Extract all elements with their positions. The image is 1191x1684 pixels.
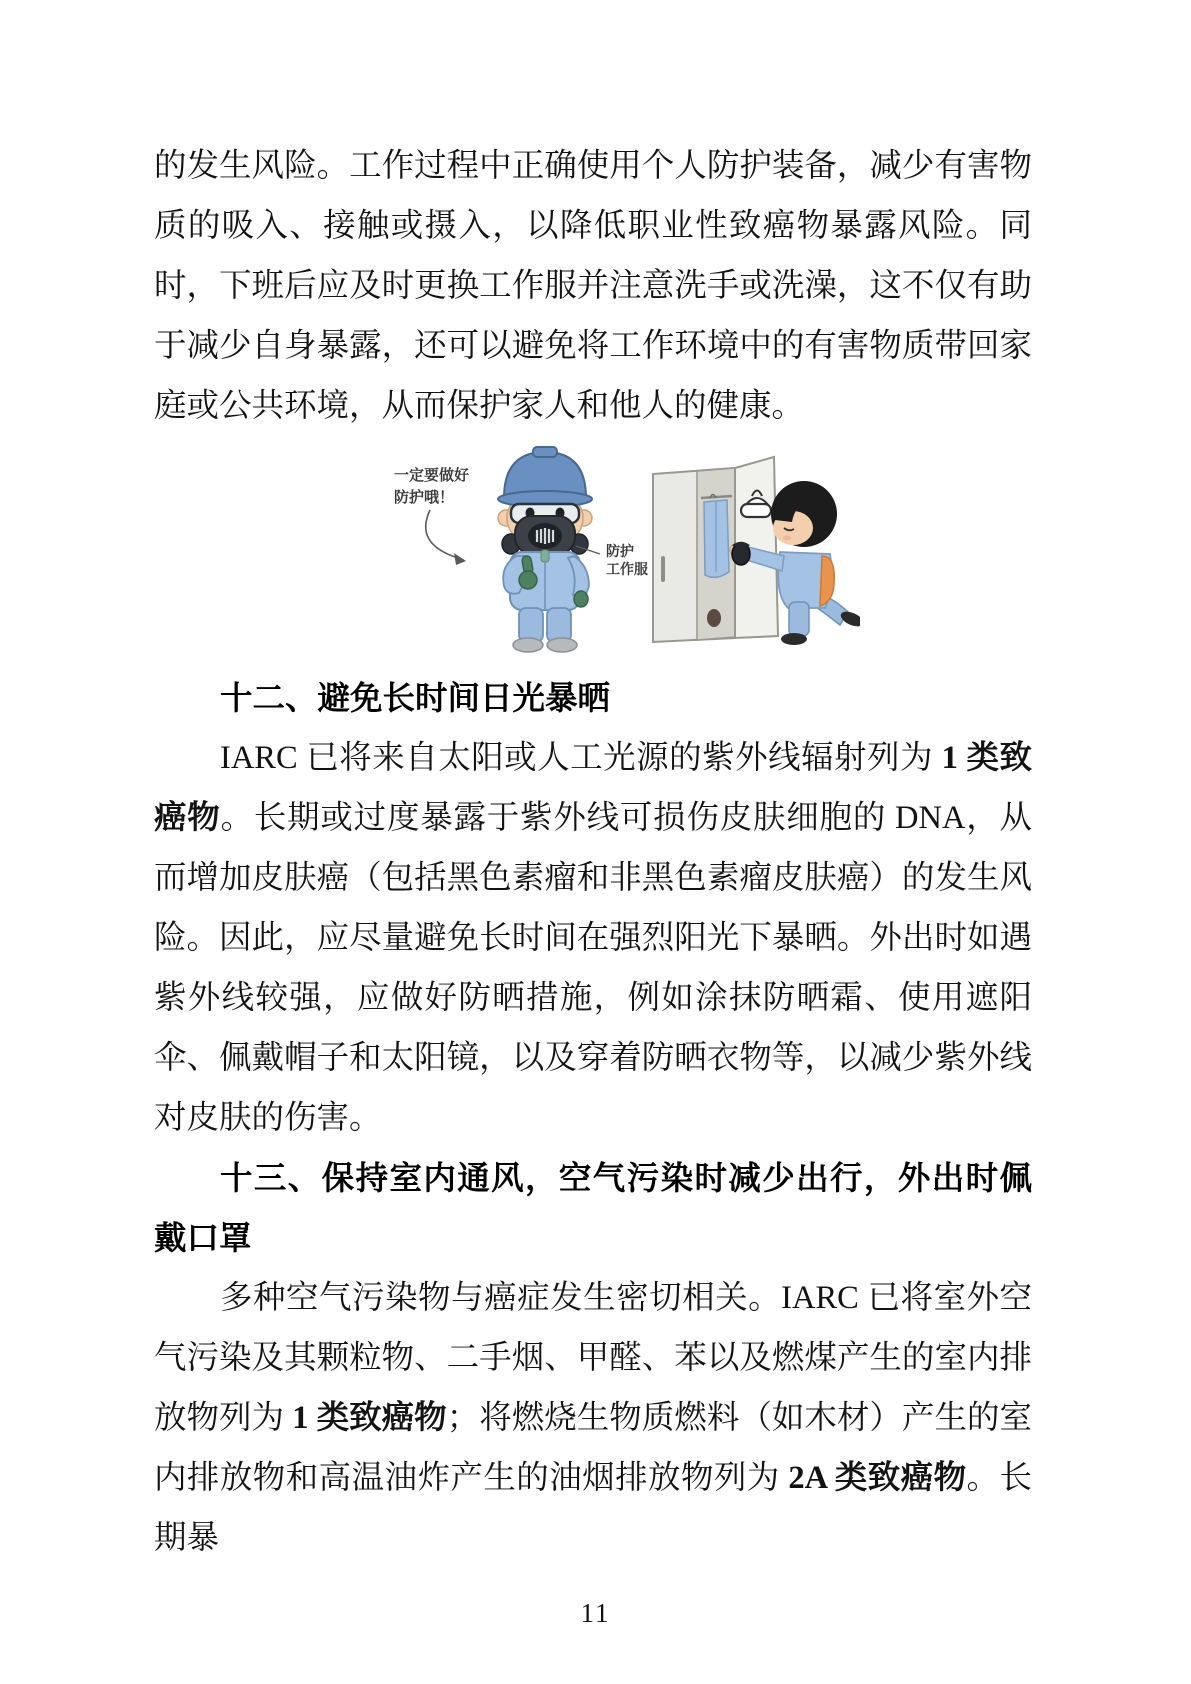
locker-boots: [707, 609, 721, 627]
paragraph-occupational-protection: 的发生风险。工作过程中正确使用个人防护装备，减少有害物质的吸入、接触或摄入，以降低职业性致癌物暴露风险。同时，下班后应及时更换工作服并注意洗手或洗澡，这不仅有助于减少自身暴露，还可以避免将工作环境中的有害物质带回家庭或公共环境，从而保护家人和他人的健康。: [154, 148, 1032, 424]
page-content: [154, 136, 1032, 1568]
locker-handle: [661, 556, 665, 582]
boy-head: [771, 481, 837, 547]
section-13-paragraph: [154, 1268, 1032, 1568]
section-12-bold-class1: 1 类致癌物: [154, 740, 1032, 836]
section-12-text-segment: IARC 已将来自太阳或人工光源的紫外线辐射列为: [220, 740, 942, 776]
worker-figure: [498, 447, 592, 652]
section-12-heading: 十二、避免长时间日光暴晒: [220, 679, 611, 717]
section-13-bold-class2a: 2A 类致癌物: [788, 1460, 967, 1496]
svg-text:防护: 防护: [606, 545, 634, 560]
svg-text:一定要做好: 一定要做好: [394, 468, 470, 484]
speech-arrow-icon: [426, 510, 466, 565]
illustration-canvas: [370, 444, 860, 656]
grabbed-mask-icon: [732, 543, 750, 565]
section-13-bold-class1: 1 类致癌物: [292, 1400, 447, 1436]
section-13-text-segment: ；将燃烧生物质燃料（如木材）产生的室内排放物和高温油炸产生的油烟排放物列为: [154, 1400, 1032, 1496]
section-12-paragraph: [154, 728, 1032, 1148]
worker-left-arm: [503, 555, 537, 593]
boy-front-shoe: [781, 633, 807, 645]
svg-text:工作服: 工作服: [606, 563, 648, 578]
page-number: 11: [580, 1598, 611, 1628]
protective-equipment-illustration: [154, 444, 1032, 656]
hard-hat-icon: [498, 447, 592, 507]
boy-orange-vest: [820, 556, 834, 606]
boy-front-leg: [789, 602, 809, 636]
svg-text:防护哦！: 防护哦！: [394, 490, 455, 506]
section-12-text-segment: 。长期或过度暴露于紫外线可损伤皮肤细胞的 DNA，从而增加皮肤癌（包括黑色素瘤和非黑色素瘤皮肤癌）的发生风险。因此，应尽量避免长时间在强烈阳光下暴晒。外出时如遇紫外线较强，应做好防晒措施，例如涂抹防晒霜、使用遮阳伞、佩戴帽子和太阳镜，以及穿着防晒衣物等，以减少紫外线对皮肤的伤害。: [154, 800, 1032, 1136]
section-13-text-segment: 多种空气污染物与癌症发生密切相关。IARC 已将室外空气污染及其颗粒物、二手烟、甲醛、苯以及燃煤产生的室内排放物列为: [154, 1280, 1032, 1436]
section-13-heading: 十三、保持室内通风，空气污染时减少出行，外出时佩戴口罩: [154, 1159, 1032, 1257]
section-13-text-segment: 。长期暴: [154, 1460, 1032, 1556]
speech-text: [394, 466, 469, 506]
worker-legs: [513, 608, 577, 652]
